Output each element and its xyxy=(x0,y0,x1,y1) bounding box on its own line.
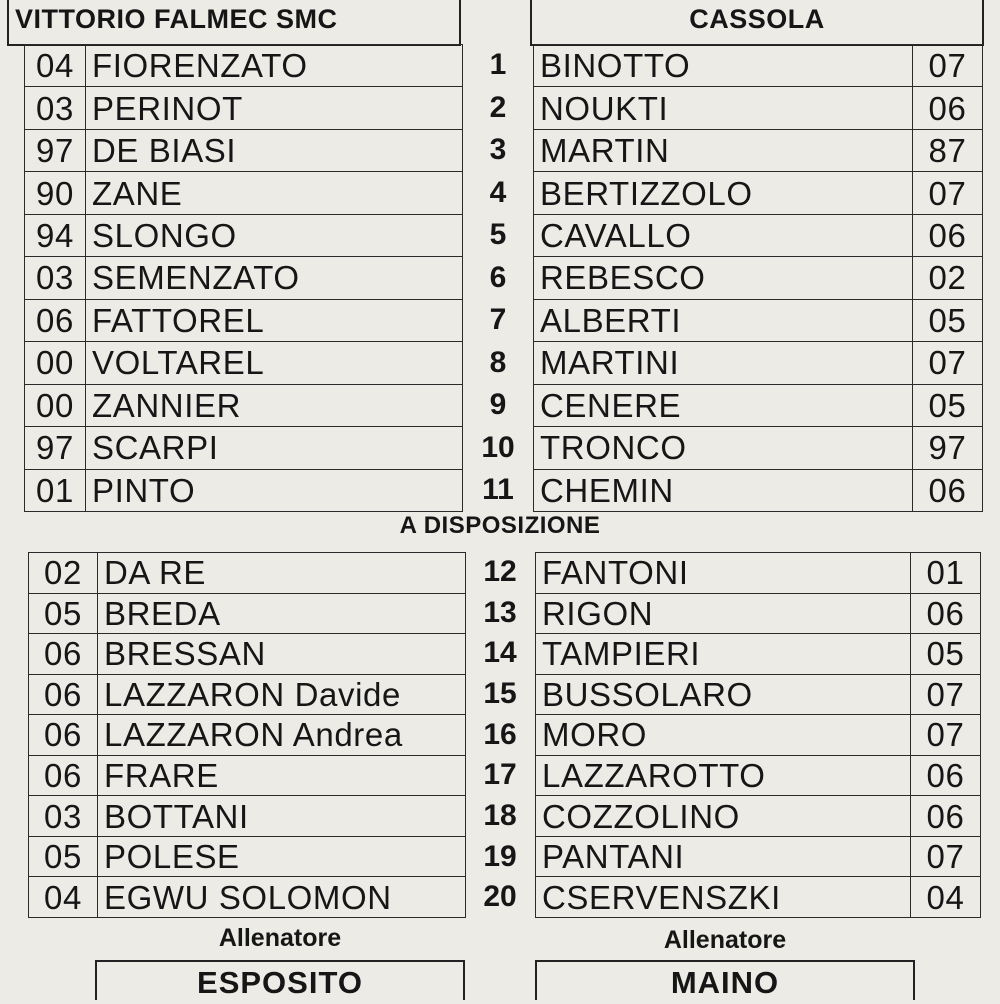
player-birth-year: 03 xyxy=(25,257,86,299)
shirt-number: 8 xyxy=(489,345,507,379)
player-row xyxy=(534,45,983,87)
player-name: TRONCO xyxy=(534,427,913,469)
shirt-number: 13 xyxy=(483,595,517,629)
player-name: POLESE xyxy=(98,836,466,877)
player-row xyxy=(25,469,463,511)
player-name: PERINOT xyxy=(86,87,463,129)
away-team-name: CASSOLA xyxy=(689,4,825,34)
player-row xyxy=(25,172,463,214)
player-name: FANTONI xyxy=(536,553,911,594)
player-name: MARTIN xyxy=(534,129,913,171)
player-birth-year: 06 xyxy=(29,715,98,756)
shirt-number: 10 xyxy=(481,430,515,464)
player-name: BERTIZZOLO xyxy=(534,172,913,214)
player-birth-year: 97 xyxy=(25,129,86,171)
player-name: FATTOREL xyxy=(86,299,463,341)
player-row xyxy=(534,384,983,426)
player-birth-year: 04 xyxy=(25,45,86,87)
player-birth-year: 07 xyxy=(913,172,983,214)
player-row xyxy=(536,796,981,837)
player-row xyxy=(29,593,466,634)
player-name: BREDA xyxy=(98,593,466,634)
player-row xyxy=(536,553,981,594)
player-row xyxy=(29,877,466,918)
player-row xyxy=(534,129,983,171)
player-row xyxy=(29,634,466,675)
player-name: MARTINI xyxy=(534,342,913,384)
player-name: LAZZARON Davide xyxy=(98,674,466,715)
player-name: CHEMIN xyxy=(534,469,913,511)
player-name: SCARPI xyxy=(86,427,463,469)
player-birth-year: 05 xyxy=(913,299,983,341)
player-row xyxy=(29,836,466,877)
player-birth-year: 03 xyxy=(25,87,86,129)
player-birth-year: 03 xyxy=(29,796,98,837)
shirt-number: 19 xyxy=(483,839,517,873)
player-birth-year: 06 xyxy=(29,634,98,675)
home-coach-label: Allenatore xyxy=(218,924,342,952)
away-starters-table xyxy=(533,44,983,512)
shirt-number: 16 xyxy=(483,717,517,751)
away-substitutes-table xyxy=(535,552,981,918)
player-row xyxy=(29,796,466,837)
player-birth-year: 05 xyxy=(911,634,981,675)
player-birth-year: 02 xyxy=(913,257,983,299)
player-name: SEMENZATO xyxy=(86,257,463,299)
player-birth-year: 04 xyxy=(911,877,981,918)
home-starters-table xyxy=(24,44,463,512)
shirt-number: 15 xyxy=(483,677,517,710)
starter-numbers-column xyxy=(468,44,528,512)
player-birth-year: 07 xyxy=(911,836,981,877)
shirt-number: 4 xyxy=(489,175,507,209)
player-row xyxy=(25,214,463,256)
away-coach: MAINO xyxy=(535,960,915,1000)
player-row xyxy=(29,553,466,594)
home-coach: ESPOSITO xyxy=(95,960,465,1000)
player-birth-year: 07 xyxy=(913,45,983,87)
player-name: BUSSOLARO xyxy=(536,674,911,715)
player-row xyxy=(29,674,466,715)
player-birth-year: 87 xyxy=(913,129,983,171)
player-birth-year: 06 xyxy=(911,755,981,796)
player-birth-year: 06 xyxy=(25,299,86,341)
player-row xyxy=(25,299,463,341)
player-name: ZANE xyxy=(86,172,463,214)
player-row xyxy=(536,877,981,918)
player-birth-year: 06 xyxy=(911,593,981,634)
player-birth-year: 06 xyxy=(911,796,981,837)
player-name: EGWU SOLOMON xyxy=(98,877,466,918)
player-birth-year: 01 xyxy=(25,469,86,511)
shirt-number: 12 xyxy=(483,555,517,588)
player-birth-year: 06 xyxy=(913,469,983,511)
shirt-number: 17 xyxy=(483,758,517,792)
player-birth-year: 02 xyxy=(29,553,98,594)
player-row xyxy=(536,593,981,634)
shirt-number: 9 xyxy=(489,388,507,422)
player-row xyxy=(534,214,983,256)
player-name: VOLTAREL xyxy=(86,342,463,384)
player-name: MORO xyxy=(536,715,911,756)
player-birth-year: 97 xyxy=(25,427,86,469)
player-name: NOUKTI xyxy=(534,87,913,129)
player-name: LAZZARON Andrea xyxy=(98,715,466,756)
player-row xyxy=(25,87,463,129)
player-birth-year: 01 xyxy=(911,553,981,594)
player-row xyxy=(534,172,983,214)
sub-numbers-column xyxy=(470,552,530,918)
shirt-number: 6 xyxy=(489,260,507,294)
player-row xyxy=(536,715,981,756)
player-row xyxy=(25,427,463,469)
player-row xyxy=(29,755,466,796)
player-name: BRESSAN xyxy=(98,634,466,675)
player-name: PINTO xyxy=(86,469,463,511)
shirt-number: 14 xyxy=(483,636,517,670)
away-coach-label: Allenatore xyxy=(663,926,787,954)
shirt-number: 1 xyxy=(489,48,507,81)
player-name: CAVALLO xyxy=(534,214,913,256)
player-row xyxy=(534,299,983,341)
shirt-number: 7 xyxy=(489,303,507,337)
player-name: PANTANI xyxy=(536,836,911,877)
player-name: DE BIASI xyxy=(86,129,463,171)
player-row xyxy=(25,342,463,384)
shirt-number: 18 xyxy=(483,799,517,832)
player-name: TAMPIERI xyxy=(536,634,911,675)
player-name: ZANNIER xyxy=(86,384,463,426)
player-birth-year: 05 xyxy=(29,593,98,634)
player-birth-year: 06 xyxy=(913,214,983,256)
player-name: RIGON xyxy=(536,593,911,634)
player-birth-year: 00 xyxy=(25,384,86,426)
player-birth-year: 07 xyxy=(911,674,981,715)
player-row xyxy=(536,634,981,675)
player-birth-year: 06 xyxy=(29,674,98,715)
player-row xyxy=(534,87,983,129)
player-row xyxy=(534,469,983,511)
player-birth-year: 05 xyxy=(913,384,983,426)
player-name: LAZZAROTTO xyxy=(536,755,911,796)
shirt-number: 3 xyxy=(489,133,507,167)
player-birth-year: 97 xyxy=(913,427,983,469)
shirt-number: 2 xyxy=(489,90,507,124)
player-name: FIORENZATO xyxy=(86,45,463,87)
player-birth-year: 07 xyxy=(911,715,981,756)
player-name: SLONGO xyxy=(86,214,463,256)
player-birth-year: 00 xyxy=(25,342,86,384)
player-row xyxy=(534,342,983,384)
shirt-number: 20 xyxy=(483,880,517,914)
player-birth-year: 06 xyxy=(29,755,98,796)
player-row xyxy=(534,257,983,299)
player-row xyxy=(536,755,981,796)
player-birth-year: 07 xyxy=(913,342,983,384)
shirt-number: 5 xyxy=(489,218,507,252)
player-name: CENERE xyxy=(534,384,913,426)
player-row xyxy=(25,384,463,426)
player-row xyxy=(25,45,463,87)
player-name: FRARE xyxy=(98,755,466,796)
player-birth-year: 06 xyxy=(913,87,983,129)
player-name: REBESCO xyxy=(534,257,913,299)
player-name: CSERVENSZKI xyxy=(536,877,911,918)
player-birth-year: 94 xyxy=(25,214,86,256)
player-row xyxy=(29,715,466,756)
player-row xyxy=(536,674,981,715)
shirt-number: 11 xyxy=(482,473,514,507)
player-birth-year: 90 xyxy=(25,172,86,214)
player-birth-year: 05 xyxy=(29,836,98,877)
player-row xyxy=(536,836,981,877)
home-substitutes-table xyxy=(28,552,466,918)
player-birth-year: 04 xyxy=(29,877,98,918)
player-name: DA RE xyxy=(98,553,466,594)
player-name: BINOTTO xyxy=(534,45,913,87)
player-name: ALBERTI xyxy=(534,299,913,341)
player-row xyxy=(534,427,983,469)
home-team-name: VITTORIO FALMEC SMC xyxy=(15,4,338,34)
player-row xyxy=(25,129,463,171)
player-name: BOTTANI xyxy=(98,796,466,837)
bench-heading: A DISPOSIZIONE xyxy=(399,512,601,539)
player-name: COZZOLINO xyxy=(536,796,911,837)
player-row xyxy=(25,257,463,299)
